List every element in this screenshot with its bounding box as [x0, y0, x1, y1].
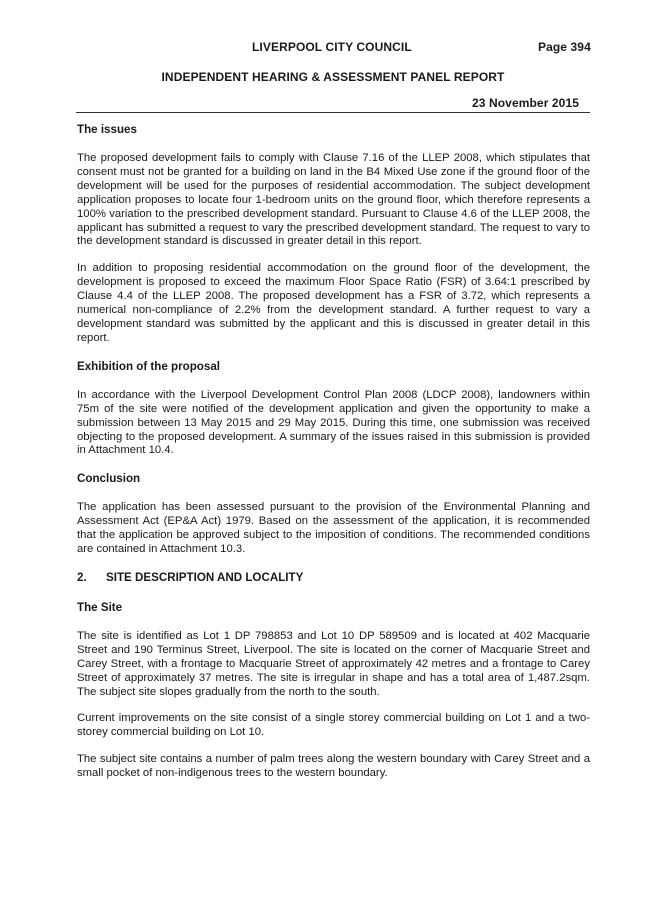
page-number: Page 394 — [538, 40, 591, 54]
header-divider — [76, 112, 590, 113]
report-title-text: INDEPENDENT HEARING & ASSESSMENT PANEL REPORT — [161, 70, 505, 84]
council-name: LIVERPOOL CITY COUNCIL — [252, 40, 412, 54]
site-paragraph-1: The site is identified as Lot 1 DP 798853 and Lot 10 DP 589509 and is located at 402 Macquarie Street and 190 Terminus Street, Liverpool. The site is located on the corner of Macquarie Street and Carey Street, with a frontage to Macquarie Street of approximately 42 metres and a frontage to Carey Street of approximately 37 metres. The site is irregular in shape and has a total area of 1,487.2sqm. The subject site slopes gradually from the north to the south. — [77, 629, 590, 698]
site-heading: The Site — [77, 600, 123, 614]
report-body — [77, 122, 590, 781]
section-title: SITE DESCRIPTION AND LOCALITY — [106, 570, 304, 584]
exhibition-paragraph: In accordance with the Liverpool Development Control Plan 2008 (LDCP 2008), landowners within 75m of the site were notified of the development application and given the opportunity to make a submission between 13 May 2015 and 29 May 2015. During this time, one submission was received objecting to the proposed development. A summary of the issues raised in this submission is provided in Attachment 10.4. — [77, 388, 590, 457]
conclusion-heading: Conclusion — [77, 472, 141, 486]
report-title — [0, 70, 652, 84]
section-2-heading — [77, 570, 590, 585]
issues-heading: The issues — [77, 123, 137, 136]
issues-paragraph-1: The proposed development fails to comply with Clause 7.16 of the LLEP 2008, which stipulates that consent must not be granted for a building on land in the B4 Mixed Use zone if the ground floor of the development will be used for the purposes of residential accommodation. The subject development application proposes to locate four 1-bedroom units on the ground floor, which therefore represents a 100% variation to the prescribed development standard. Pursuant to Clause 4.6 of the LLEP 2008, the applicant has submitted a request to vary the prescribed development standard. The request to vary to the development standard is discussed in greater detail in this report. — [77, 152, 590, 248]
section-number: 2. — [77, 570, 87, 584]
conclusion-paragraph: The application has been assessed pursuant to the provision of the Environmental Planning and Assessment Act (EP&A Act) 1979. Based on the assessment of the application, it is recommended that the application be approved subject to the imposition of conditions. The recommended conditions are contained in Attachment 10.3. — [77, 501, 590, 556]
site-paragraph-2: Current improvements on the site consist of a single storey commercial building on Lot 1 and a two-storey commercial building on Lot 10. — [77, 712, 590, 739]
site-paragraph-3: The subject site contains a number of palm trees along the western boundary with Carey Street and a small pocket of non-indigenous trees to the western boundary. — [77, 753, 590, 780]
report-date: 23 November 2015 — [472, 96, 579, 110]
exhibition-heading: Exhibition of the proposal — [77, 359, 220, 373]
issues-paragraph-2: In addition to proposing residential accommodation on the ground floor of the development, the development is proposed to exceed the maximum Floor Space Ratio (FSR) of 3.64:1 prescribed by Clause 4.4 of the LLEP 2008. The proposed development has a FSR of 3.72, which represents a numerical non-compliance of 2.2% from the development standard. A further request to vary a development standard was submitted by the applicant and this is discussed in greater detail in this report. — [77, 262, 590, 344]
